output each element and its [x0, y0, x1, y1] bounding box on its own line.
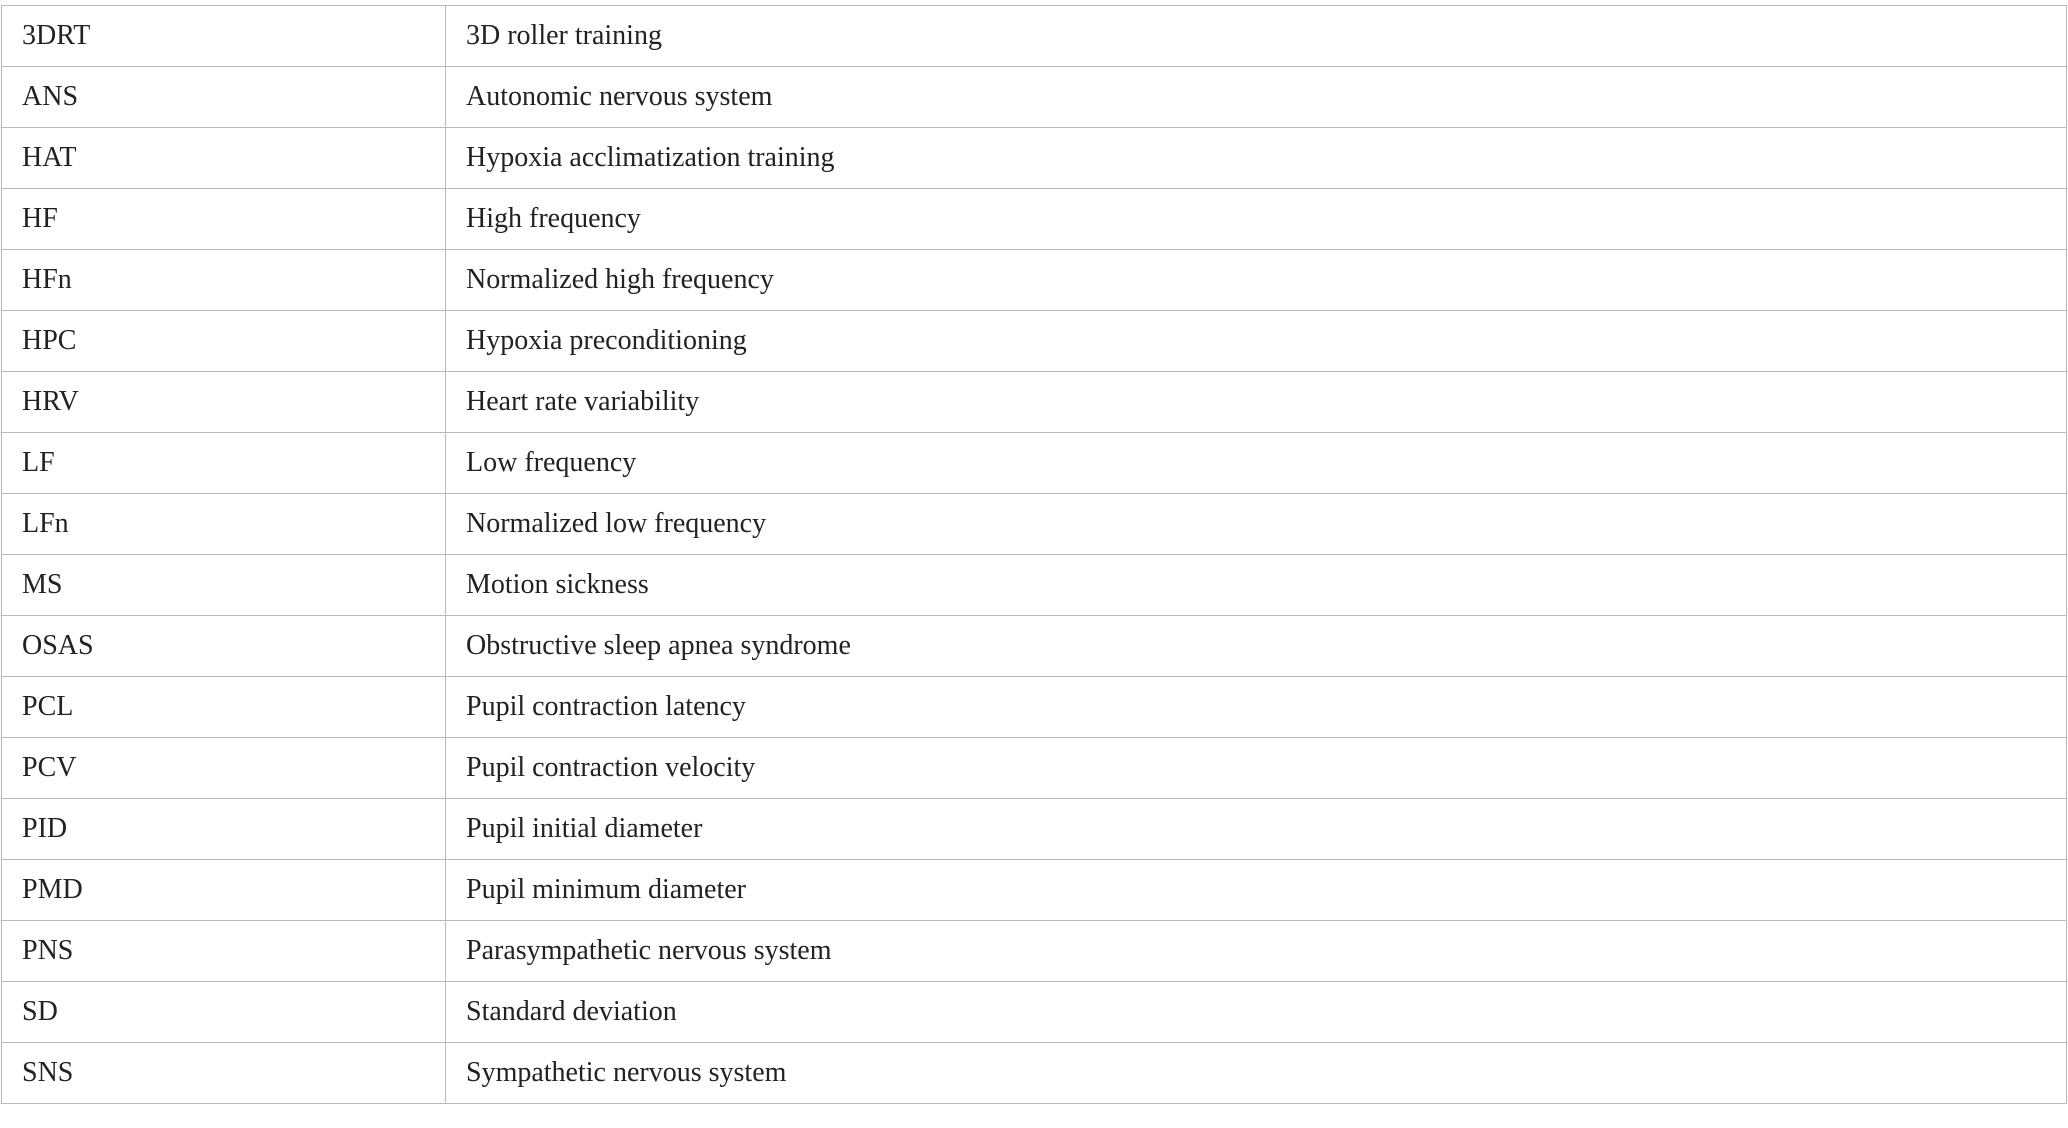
abbreviation-cell: ANS [2, 67, 446, 128]
abbreviation-cell: LF [2, 433, 446, 494]
definition-cell: Pupil contraction velocity [446, 738, 2067, 799]
abbreviation-cell: SNS [2, 1043, 446, 1104]
definition-cell: Hypoxia preconditioning [446, 311, 2067, 372]
definition-cell: Normalized high frequency [446, 250, 2067, 311]
definition-cell: Parasympathetic nervous system [446, 921, 2067, 982]
abbreviation-cell: HPC [2, 311, 446, 372]
table-row [2, 860, 2067, 921]
abbreviation-cell: MS [2, 555, 446, 616]
definition-cell: 3D roller training [446, 6, 2067, 67]
table-row [2, 250, 2067, 311]
definition-cell: Heart rate variability [446, 372, 2067, 433]
table-row [2, 555, 2067, 616]
definition-cell: Pupil minimum diameter [446, 860, 2067, 921]
definition-cell: Pupil initial diameter [446, 799, 2067, 860]
abbreviation-cell: HRV [2, 372, 446, 433]
definition-cell: Sympathetic nervous system [446, 1043, 2067, 1104]
definition-cell: Hypoxia acclimatization training [446, 128, 2067, 189]
definition-cell: Obstructive sleep apnea syndrome [446, 616, 2067, 677]
abbreviation-cell: SD [2, 982, 446, 1043]
definition-cell: Motion sickness [446, 555, 2067, 616]
table-row [2, 1043, 2067, 1104]
table-row [2, 921, 2067, 982]
abbreviations-table-body [2, 6, 2067, 1104]
abbreviation-cell: PNS [2, 921, 446, 982]
table-row [2, 189, 2067, 250]
table-row [2, 799, 2067, 860]
abbreviation-cell: PMD [2, 860, 446, 921]
table-row [2, 433, 2067, 494]
abbreviation-cell: PCL [2, 677, 446, 738]
definition-cell: Pupil contraction latency [446, 677, 2067, 738]
abbreviation-cell: HFn [2, 250, 446, 311]
abbreviation-cell: PCV [2, 738, 446, 799]
definition-cell: Standard deviation [446, 982, 2067, 1043]
table-row [2, 311, 2067, 372]
abbreviation-cell: HAT [2, 128, 446, 189]
definition-cell: Autonomic nervous system [446, 67, 2067, 128]
table-row [2, 982, 2067, 1043]
table-row [2, 494, 2067, 555]
abbreviations-table [1, 5, 2067, 1104]
definition-cell: High frequency [446, 189, 2067, 250]
table-row [2, 738, 2067, 799]
abbreviation-cell: OSAS [2, 616, 446, 677]
table-row [2, 616, 2067, 677]
definition-cell: Low frequency [446, 433, 2067, 494]
abbreviation-cell: LFn [2, 494, 446, 555]
table-row [2, 372, 2067, 433]
definition-cell: Normalized low frequency [446, 494, 2067, 555]
abbreviation-cell: PID [2, 799, 446, 860]
table-row [2, 6, 2067, 67]
abbreviation-cell: HF [2, 189, 446, 250]
abbreviation-cell: 3DRT [2, 6, 446, 67]
table-row [2, 67, 2067, 128]
table-row [2, 128, 2067, 189]
table-row [2, 677, 2067, 738]
